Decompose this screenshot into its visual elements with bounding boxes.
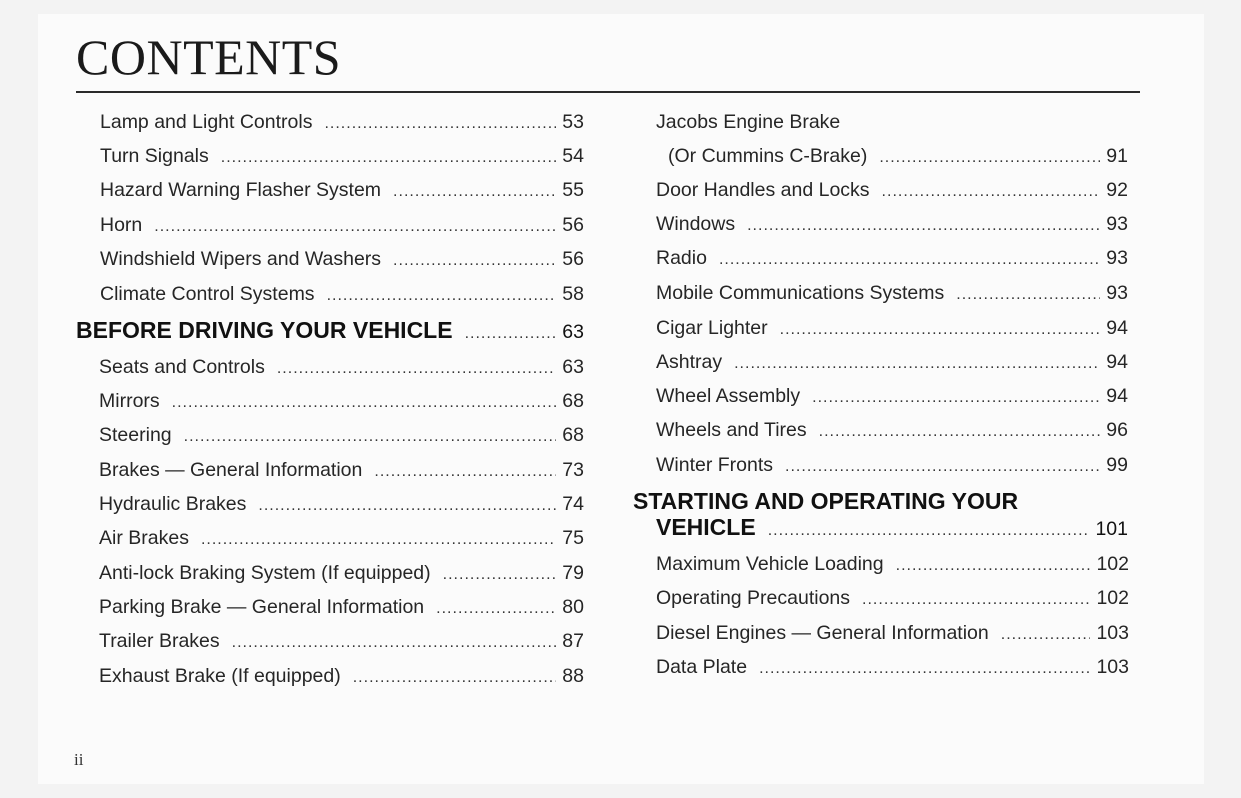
toc-entry-page: 53 [562,111,584,133]
toc-entry-page: 80 [562,596,584,618]
toc-entry[interactable] [100,212,584,240]
page-title: CONTENTS [76,29,342,85]
leader-dots [1001,622,1091,648]
toc-entry[interactable] [100,281,584,309]
toc-section-label: BEFORE DRIVING YOUR VEHICLE [76,317,453,343]
toc-entry[interactable] [100,109,584,137]
toc-entry-page: 93 [1106,213,1128,235]
toc-entry-page: 102 [1096,553,1129,575]
toc-entry-label: Anti-lock Braking System (If equipped) [99,562,431,584]
toc-entry[interactable] [656,349,1128,377]
toc-entry-page: 63 [562,356,584,378]
toc-entry-label: Wheels and Tires [656,419,807,441]
toc-entry[interactable] [668,143,1128,171]
leader-dots [436,596,556,622]
toc-entry-page: 93 [1106,282,1128,304]
leader-dots [327,283,557,309]
toc-entry-label: Trailer Brakes [99,630,220,652]
toc-entry-label: Mobile Communications Systems [656,282,945,304]
leader-dots [896,553,1091,579]
toc-entry-page: 96 [1106,419,1128,441]
toc-section-label: VEHICLE [656,514,756,540]
toc-entry-label: Parking Brake — General Information [99,596,425,618]
leader-dots [956,282,1100,308]
leader-dots [154,214,556,240]
toc-entry[interactable] [99,663,584,691]
toc-entry-page: 54 [562,145,584,167]
toc-entry-page: 63 [562,321,584,343]
toc-section-heading[interactable]: STARTING AND OPERATING YOUR [633,488,1019,514]
leader-dots [819,419,1101,445]
toc-entry-page: 91 [1106,145,1128,167]
toc-entry[interactable] [100,177,584,205]
toc-entry-label: Hazard Warning Flasher System [100,179,382,201]
toc-entry[interactable] [99,525,584,553]
leader-dots [882,179,1101,205]
toc-entry-label: Turn Signals [100,145,209,167]
toc-entry-page: 58 [562,283,584,305]
leader-dots [221,145,557,171]
toc-entry[interactable] [99,560,584,588]
leader-dots [879,145,1100,171]
toc-entry[interactable] [99,422,584,450]
toc-entry-label: Wheel Assembly [656,385,801,407]
leader-dots [324,111,556,137]
toc-entry[interactable] [100,143,584,171]
leader-dots [258,493,556,519]
toc-entry-page: 94 [1106,385,1128,407]
toc-entry-page: 68 [562,390,584,412]
toc-entry-page: 103 [1096,622,1129,644]
leader-dots [812,385,1100,411]
toc-entry-label: Jacobs Engine Brake [656,111,841,133]
toc-entry[interactable] [656,654,1129,682]
leader-dots [393,248,556,274]
toc-entry-page: 99 [1106,454,1128,476]
leader-dots [780,317,1101,343]
toc-entry-label: Seats and Controls [99,356,265,378]
toc-section-heading[interactable] [656,514,1128,544]
toc-entry-label: Windshield Wipers and Washers [100,248,382,270]
toc-entry[interactable] [656,280,1128,308]
page-number: ii [74,750,84,769]
leader-dots [465,321,557,347]
toc-entry-page: 56 [562,214,584,236]
toc-entry[interactable] [656,620,1129,648]
toc-entry[interactable] [656,585,1129,613]
leader-dots [184,424,557,450]
leader-dots [768,518,1090,544]
toc-entry[interactable] [99,388,584,416]
toc-entry-page: 79 [562,562,584,584]
toc-entry[interactable] [656,211,1128,239]
leader-dots [747,213,1100,239]
toc-entry-label: Cigar Lighter [656,317,768,339]
toc-entry[interactable] [99,457,584,485]
leader-dots [734,351,1100,377]
leader-dots [172,390,557,416]
title-rule [76,91,1140,93]
toc-entry-page: 92 [1106,179,1128,201]
toc-entry-label: Operating Precautions [656,587,851,609]
toc-entry-page: 75 [562,527,584,549]
toc-entry-page: 56 [562,248,584,270]
toc-entry-label: Brakes — General Information [99,459,363,481]
leader-dots [443,562,557,588]
toc-entry-label: Winter Fronts [656,454,774,476]
toc-entry-page: 74 [562,493,584,515]
toc-entry-page: 103 [1096,656,1129,678]
leader-dots [719,247,1100,273]
toc-entry[interactable] [100,246,584,274]
toc-entry-label: (Or Cummins C-Brake) [668,145,868,167]
toc-entry[interactable] [99,594,584,622]
toc-entry[interactable] [99,354,584,382]
toc-entry-label: Mirrors [99,390,160,412]
toc-entry-label: Horn [100,214,143,236]
toc-entry[interactable] [656,109,1128,135]
leader-dots [785,454,1100,480]
toc-entry-label: Radio [656,247,707,269]
toc-entry-label: Exhaust Brake (If equipped) [99,665,341,687]
toc-entry-label: Climate Control Systems [100,283,315,305]
toc-entry-page: 94 [1106,317,1128,339]
toc-entry-page: 68 [562,424,584,446]
toc-entry-label: Diesel Engines — General Information [656,622,989,644]
toc-entry-page: 73 [562,459,584,481]
toc-entry-label: Maximum Vehicle Loading [656,553,884,575]
toc-entry[interactable] [656,383,1128,411]
toc-entry-page: 87 [562,630,584,652]
toc-entry[interactable] [656,245,1128,273]
leader-dots [277,356,556,382]
toc-entry-page: 88 [562,665,584,687]
toc-entry-label: Lamp and Light Controls [100,111,313,133]
toc-entry-label: Air Brakes [99,527,189,549]
leader-dots [232,630,557,656]
toc-entry[interactable] [656,177,1128,205]
toc-entry-label: Steering [99,424,172,446]
toc-entry-page: 55 [562,179,584,201]
toc-entry-page: 94 [1106,351,1128,373]
leader-dots [393,179,556,205]
leader-dots [374,459,556,485]
leader-dots [353,665,557,691]
toc-entry[interactable] [99,628,584,656]
leader-dots [862,587,1090,613]
toc-entry[interactable] [656,315,1128,343]
toc-entry-page: 93 [1106,247,1128,269]
toc-entry-label: Door Handles and Locks [656,179,870,201]
toc-entry-label: Windows [656,213,736,235]
leader-dots [201,527,556,553]
toc-entry-page: 102 [1096,587,1129,609]
toc-entry[interactable] [99,491,584,519]
toc-section-heading[interactable] [76,317,584,347]
leader-dots [759,656,1090,682]
toc-entry-label: Hydraulic Brakes [99,493,247,515]
toc-entry[interactable] [656,417,1128,445]
toc-entry[interactable] [656,551,1129,579]
toc-entry-label: Data Plate [656,656,748,678]
toc-entry-label: Ashtray [656,351,723,373]
toc-entry-page: 101 [1095,518,1128,540]
toc-entry[interactable] [656,452,1128,480]
